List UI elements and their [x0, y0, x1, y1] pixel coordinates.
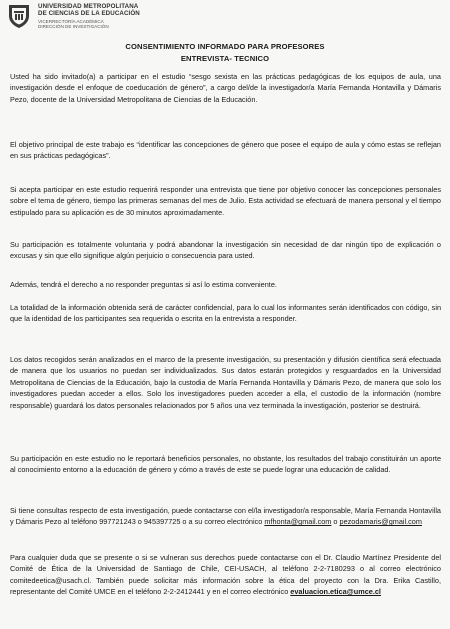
- paragraph-data-handling: Los datos recogidos serán analizados en el marco de la presente investigación, su presentación y difusión científica será efectuada de manera que los usuarios no puedan ser individualizados. Sus datos estarán protegidos y resguardados en la Universidad Metropolitana de Ciencias de la Educación, bajo la custodia de María Fernanda Hontavilla y Dámaris Pezo, de manera que solo los investigadores puedan acceder a ellos. Solo los investigadores pueden acceder a ella, el custodio de la información (nombre responsable) guardará los datos personales relacionados por 5 años una vez terminada la investigación, posterior se destruirá.: [10, 355, 441, 410]
- university-crest-icon: [6, 3, 32, 29]
- paragraph-procedure: Si acepta participar en este estudio requerirá responder una entrevista que tiene por objetivo conocer las concepciones personales sobre el tema de género, tiempo las primeras semanas del mes de Julio. Esta actividad se efectuará de manera personal y el tiempo estipulado para su aplicación es de 30 minutos aproximadamente.: [10, 185, 441, 217]
- paragraph-voluntary: Su participación es totalmente voluntaria y podrá abandonar la investigación sin necesidad de dar ningún tipo de explicación o excusas y sin que ello signifique algún perjuicio o consecuencia para usted.: [10, 240, 441, 261]
- letterhead: [6, 3, 236, 33]
- paragraph-contact-ethics: [10, 552, 441, 598]
- ethics-email-link[interactable]: evaluacion.etica@umce.cl: [290, 587, 381, 597]
- email-joiner: o: [331, 517, 340, 527]
- contact-researchers-text: Si tiene consultas respecto de esta investigación, puede contactarse con el/la investigador/a responsable, María Fernanda Hontavilla y Dámaris Pezo al teléfono 997721243 o 945397725 o a su correo electrónico: [10, 506, 441, 527]
- contact-ethics-text: Para cualquier duda que se presente o si se vulneran sus derechos puede contactarse con el Dr. Claudio Martínez Presidente del Comité de Ética de la Universidad de Santiago de Chile, CEI-USACH, al teléfono 2-2-7180293 o al correo electrónico comitedeetica@usach.cl. También puede solicitar más información sobre la ética del proyecto con la Dra. Erika Castillo, representante del Comité UMCE en el teléfono 2-2-2412441 y en el correo electrónico: [10, 553, 441, 597]
- institution-name: UNIVERSIDAD METROPOLITANA DE CIENCIAS DE LA EDUCACIÓN: [38, 3, 140, 17]
- document-subtitle: ENTREVISTA- TECNICO: [180, 54, 270, 63]
- paragraph-contact-researchers: [10, 505, 441, 528]
- researcher-email-link-1[interactable]: mfhonta@gmail.com: [264, 517, 332, 527]
- paragraph-right-not-answer: Además, tendrá el derecho a no responder preguntas si así lo estima conveniente.: [10, 280, 277, 289]
- researcher-email-link-2[interactable]: pezodamaris@gmail.com: [339, 517, 422, 527]
- paragraph-objective: El objetivo principal de este trabajo es “identificar las concepciones de género que posee el equipo de aula y cómo estas se reflejan en sus prácticas pedagógicas”.: [10, 140, 441, 161]
- paragraph-invitation: Usted ha sido invitado(a) a participar en el estudio “sesgo sexista en las prácticas pedagógicas de los equipos de aula, una investigación desde el enfoque de coeducación de género”, a cargo del/de la investigador/a María Fernanda Hontavilla y Dámaris Pezo, docente de la Universidad Metropolitana de Ciencias de la Educación.: [10, 72, 441, 104]
- institution-unit: VICERRECTORÍA ACADÉMICA DIRECCIÓN DE INVESTIGACIÓN: [38, 19, 109, 30]
- paragraph-benefits: Su participación en este estudio no le reportará beneficios personales, no obstante, los resultados del trabajo constituirán un aporte al conocimiento entorno a la educación de género y cómo a través de este se puede lograr una educación de calidad.: [10, 454, 441, 475]
- document-title: CONSENTIMIENTO INFORMADO PARA PROFESORES: [125, 42, 325, 51]
- paragraph-confidentiality: La totalidad de la información obtenida será de carácter confidencial, para lo cual los informantes serán identificados con código, sin que la identidad de los participantes sea requerida o escrita en la entrevista a responder.: [10, 303, 441, 324]
